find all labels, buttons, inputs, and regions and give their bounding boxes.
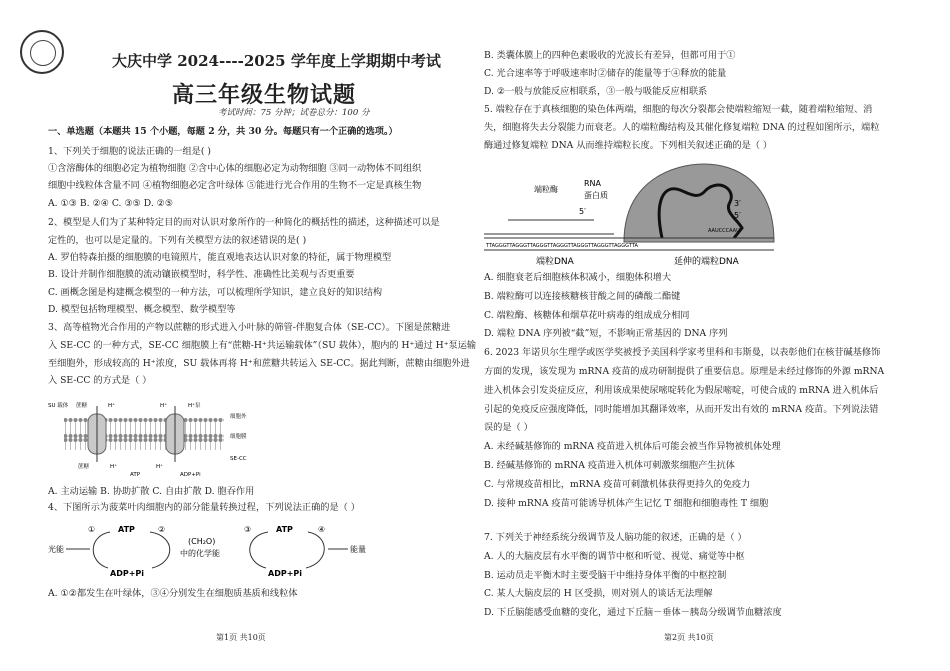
label-5prime-b: 5′: [734, 211, 741, 220]
q7-stem: 7. 下列关于神经系统分级调节及人脑功能的叙述，正确的是（ ）: [484, 532, 747, 543]
label-adp-1: ADP+Pi: [110, 569, 145, 578]
q6-option-a: A. 未经碱基修饰的 mRNA 疫苗进入机体后可能会被当作异物被机体处理: [484, 441, 781, 452]
dna-sequence: TTAGGGTTAGGGTTAGGGTTAGGGTTAGGGTTAGGGTTAGGGTTA: [486, 243, 638, 249]
label-3prime: 3′: [734, 199, 741, 208]
label-telomere-dna: 端粒DNA: [536, 257, 574, 267]
page-footer-right: 第2页 共10页: [664, 633, 714, 642]
label-atp-2: ATP: [276, 525, 293, 534]
q7-option-a: A. 人的大脑皮层有水平衡的调节中枢和听觉、视觉、痛觉等中枢: [484, 551, 745, 562]
label-n4: ④: [318, 525, 326, 534]
q1-options: A. ①③ B. ②④ C. ③⑤ D. ②⑤: [48, 198, 174, 209]
label-sucrose-bottom: 蔗糖: [78, 464, 90, 470]
q6-option-d: D. 接种 mRNA 疫苗可能诱导机体产生记忆 T 细胞和细胞毒性 T 细胞: [484, 498, 769, 509]
telomerase-figure: [484, 160, 784, 270]
q7-option-b: B. 运动员走平衡木时主要受脑干中维持身体平衡的中枢控制: [484, 570, 727, 581]
sucrose-transport-figure: [48, 398, 273, 478]
label-light: 光能: [48, 545, 64, 554]
arrow-1: [93, 532, 110, 568]
page-footer-left: 第1页 共10页: [216, 633, 266, 642]
q4-option-b: B. 类囊体膜上的四种色素吸收的光波长有差异，但都可用于①: [484, 50, 736, 61]
label-extended-dna: 延伸的端粒DNA: [674, 257, 739, 267]
label-n3: ③: [244, 525, 252, 534]
energy-conversion-figure: [48, 522, 378, 582]
arrow-3: [250, 532, 268, 568]
label-sucrose-top: 蔗糖: [76, 403, 88, 409]
q4-option-c: C. 光合速率等于呼吸速率时②储存的能量等于④释放的能量: [484, 68, 727, 79]
q5-option-d: D. 端粒 DNA 序列被“截”短，不影响正常基因的 DNA 序列: [484, 328, 728, 339]
q2-option-c: C. 画概念图是构建概念模型的一种方法，可以梳理所学知识，建立良好的知识结构: [48, 287, 383, 298]
q3-line4: 入 SE-CC 的方式是（ ）: [48, 375, 152, 386]
school-seal-logo: [20, 30, 64, 74]
q5-line3: 酶通过修复端粒 DNA 从而维持端粒长度。下列相关叙述正确的是（ ）: [484, 140, 773, 151]
exam-info: 考试时间：75 分钟；试卷总分：100 分: [218, 108, 370, 118]
q4-stem: 4、下图所示为菠菜叶肉细胞内的部分能量转换过程，下列说法正确的是（ ）: [48, 502, 360, 513]
q6-line1: 6. 2023 年诺贝尔生理学或医学奖被授予美国科学家考里科和韦斯曼，以表彰他们在核苷碱基修饰: [484, 347, 881, 358]
q1-line2: 细胞中线粒体含量不同 ④植物细胞必定含叶绿体 ⑤能进行光合作用的生物不一定是真核生物: [48, 180, 422, 191]
q5-option-b: B. 端粒酶可以连接核糖核苷酸之间的磷酸二酯键: [484, 291, 681, 302]
q4-option-d: D. ②一般与放能反应相联系，③一般与吸能反应相联系: [484, 86, 708, 97]
q7-option-c: C. 某人大脑皮层的 H 区受损，则对别人的谈话无法理解: [484, 588, 713, 599]
q1-stem: 1、下列关于细胞的说法正确的一组是( ): [48, 146, 211, 157]
section-heading: 一、单选题（本题共 15 个小题，每题 2 分，共 30 分。每题只有一个正确的选项。）: [48, 126, 398, 137]
q6-line4: 引起的免疫反应强度降低，同时能增加其翻译效率，从而开发出有效的 mRNA 疫苗。下列说法错: [484, 404, 879, 415]
label-h-bottom: H⁺: [110, 464, 118, 470]
label-telomerase: 端粒酶: [534, 185, 558, 194]
label-h-bottom-2: H⁺: [156, 464, 164, 470]
q2-option-a: A. 罗伯特森拍摄的细胞膜的电镜照片，能直观地表达认识对象的特征，属于物理模型: [48, 252, 392, 263]
label-h-top-2: H⁺: [160, 403, 168, 409]
q5-option-c: C. 端粒酶、核糖体和烟草花叶病毒的组成成分相同: [484, 310, 690, 321]
label-energy: 能量: [350, 545, 366, 554]
right-page: [476, 0, 950, 671]
rna-sequence: AAUCCCAAU: [708, 228, 740, 234]
label-atp-1: ATP: [118, 525, 135, 534]
arrow-4: [306, 532, 324, 568]
label-ch2o: (CH₂O): [188, 537, 216, 546]
q3-line1: 3、高等植物光合作用的产物以蔗糖的形式进入小叶脉的筛管-伴胞复合体（SE-CC）。下图是蔗糖进: [48, 322, 451, 333]
q2-stem-2: 定性的，也可以是定量的。下列有关模型方法的叙述错误的是( ): [48, 235, 307, 246]
q2-option-b: B. 设计并制作细胞膜的流动镶嵌模型时，科学性、准确性比美观与否更重要: [48, 269, 355, 280]
subject-title: 高三年级生物试题: [172, 82, 357, 108]
q6-line3: 进入机体会引发炎症反应，利用该成果使尿嘧啶转化为假尿嘧啶，可使合成的 mRNA 进入机体后: [484, 385, 879, 396]
label-atp: ATP: [130, 472, 141, 478]
school-title: 大庆中学 2024----2025 学年度上学期期中考试: [112, 52, 441, 70]
label-h-top: H⁺: [108, 403, 116, 409]
label-protein: 蛋白质: [584, 191, 608, 200]
label-n2: ②: [158, 525, 166, 534]
q6-option-b: B. 经碱基修饰的 mRNA 疫苗进入机体可刺激浆细胞产生抗体: [484, 460, 735, 471]
label-pump: H⁺泵: [188, 403, 201, 409]
q2-option-d: D. 模型包括物理模型、概念模型、数学模型等: [48, 304, 236, 315]
q5-option-a: A. 细胞衰老后细胞核体积减小，细胞体积增大: [484, 272, 672, 283]
label-adp: ADP+Pi: [180, 472, 201, 478]
q6-option-c: C. 与常规疫苗相比，mRNA 疫苗可刺激机体获得更持久的免疫力: [484, 479, 751, 490]
q3-line3: 至细胞外，形成较高的 H⁺浓度，SU 载体再将 H⁺和蔗糖共转运入 SE-CC。据此判断，蔗糖由细胞外进: [48, 358, 470, 369]
arrow-2: [150, 532, 170, 568]
telomerase-body: [624, 164, 774, 242]
q4-option-a: A. ①②都发生在叶绿体，③④分别发生在细胞质基质和线粒体: [48, 588, 298, 599]
q6-line2: 方面的发现，该发现为 mRNA 疫苗的成功研制提供了重要信息。原理是未经过修饰的外源 mRNA: [484, 366, 885, 377]
label-membrane: 细胞膜: [230, 434, 247, 440]
q2-stem-1: 2、模型是人们为了某种特定目的而对认识对象所作的一种简化的概括性的描述，这种描述可以是: [48, 217, 440, 228]
label-n1: ①: [88, 525, 96, 534]
q3-options: A. 主动运输 B. 协助扩散 C. 自由扩散 D. 胞吞作用: [48, 486, 255, 497]
label-chem: 中的化学能: [180, 549, 220, 558]
label-rna: RNA: [584, 179, 602, 188]
label-5prime: 5′: [579, 207, 586, 216]
label-adp-2: ADP+Pi: [268, 569, 303, 578]
label-secc: SE-CC: [230, 456, 247, 462]
q6-line5: 误的是（ ）: [484, 422, 533, 433]
q3-line2: 入 SE-CC 的一种方式，SE-CC 细胞膜上有“蔗糖-H⁺共运输载体”（SU 载体），胞内的 H⁺通过 H⁺泵运输: [48, 340, 477, 351]
q5-line2: 失，细胞将失去分裂能力而衰老。人的端粒酶结构及其催化修复端粒 DNA 的过程如图所示，端粒: [484, 122, 880, 133]
q1-line1: ①含溶酶体的细胞必定为植物细胞 ②含中心体的细胞必定为动物细胞 ③同一动物体不同组织: [48, 163, 422, 174]
label-outside: 细胞外: [230, 414, 247, 420]
q5-line1: 5. 端粒存在于真核细胞的染色体两端，细胞的每次分裂都会使端粒缩短一截，随着端粒缩短、消: [484, 104, 873, 115]
label-su: SU 载体: [48, 403, 69, 409]
q7-option-d: D. 下丘脑能感受血糖的变化，通过下丘脑－垂体－胰岛分级调节血糖浓度: [484, 607, 782, 618]
